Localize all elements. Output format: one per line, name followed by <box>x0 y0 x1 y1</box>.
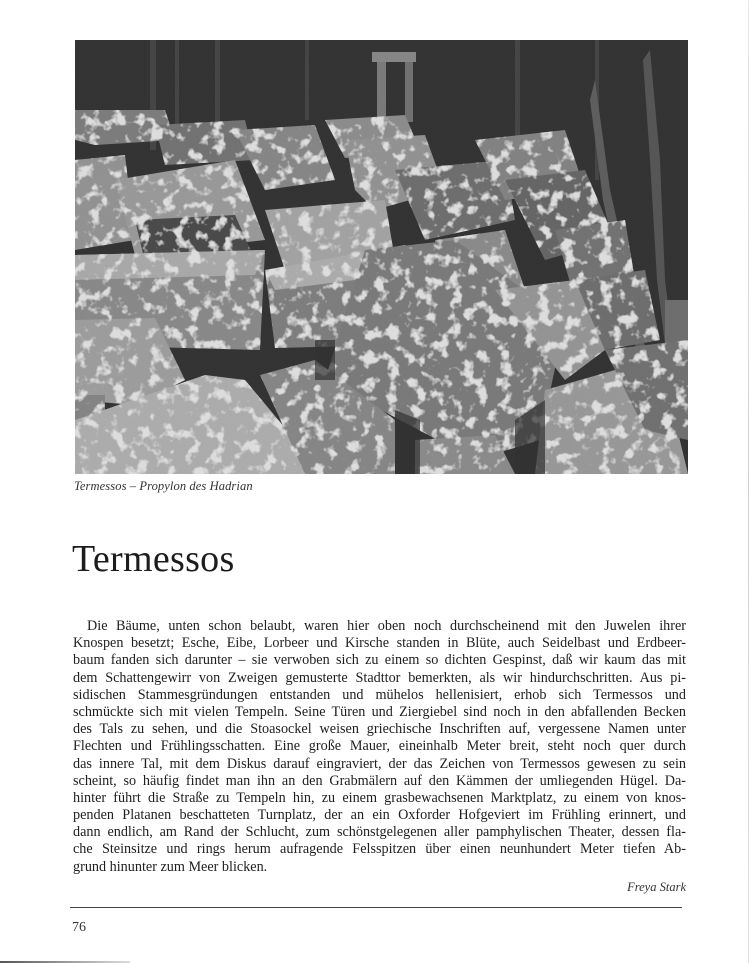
article-title: Termessos <box>72 538 235 580</box>
photo-caption: Termessos – Propylon des Hadrian <box>74 479 253 493</box>
body-line: Die Bäume, unten schon belaubt, waren hier oben noch durchscheinend mit den Juwelen ihrer <box>87 618 686 634</box>
body-line: Flechten und Frühlingsschatten. Eine große Mauer, eineinhalb Meter breit, steht noch quer durch <box>73 738 686 755</box>
body-line: das innere Tal, mit dem Diskus darauf eingraviert, der das Zeichen von Termessos gewesen zu sein <box>73 755 686 772</box>
author-attribution: Freya Stark <box>627 880 686 894</box>
body-line: grund hinunter zum Meer blicken. <box>73 858 268 875</box>
photograph <box>75 40 688 474</box>
body-line: dem Schattengewirr von Zweigen gemusterte Stadttor bemerkten, als wir hindurchschritten. Aus pi- <box>73 669 686 686</box>
page-edge <box>748 0 749 963</box>
page-number: 76 <box>72 920 86 935</box>
footer-divider <box>70 907 682 908</box>
body-line: Knospen besetzt; Esche, Eibe, Lorbeer und Kirsche standen in Blüte, auch Seidelbast und Erdbeer- <box>73 635 686 652</box>
photo-ruins <box>75 40 688 474</box>
body-line: des Tals zu sehen, und die Stoasockel weisen griechische Inschriften auf, vergessene Namen unter <box>73 721 686 738</box>
body-line: schmückte sich mit vielen Tempeln. Seine Türen und Ziergiebel sind noch in den abfallenden Becken <box>73 703 686 720</box>
body-line: dann endlich, am Rand der Schlucht, zum schönstgelegenen aller pamphylischen Theater, dessen fla- <box>73 824 686 841</box>
body-line: scheint, so häufig findet man ihn an den Grabmälern auf den Kämmen der umliegenden Hügel. Da- <box>73 772 686 789</box>
body-line: penden Platanen beschatteten Turnplatz, der an ein Oxforder Hofgeviert im Frühling erinnert, und <box>73 807 686 824</box>
body-line: hinter führt die Straße zu Tempeln hin, zu einem grasbewachsenen Marktplatz, zu einem von knos- <box>73 789 686 806</box>
body-line: che Steinsitze und rings herum aufragende Felsspitzen über einen neunhundert Meter tiefen Ab- <box>73 841 686 858</box>
article-body <box>73 618 686 876</box>
body-line: baum fanden sich darunter – sie verwoben sich zu einem so dichten Gespinst, daß wir kaum das mit <box>73 652 686 669</box>
body-line: sidischen Stammesgründungen entstanden und mühelos hellenisiert, erhob sich Termessos und <box>73 686 686 703</box>
